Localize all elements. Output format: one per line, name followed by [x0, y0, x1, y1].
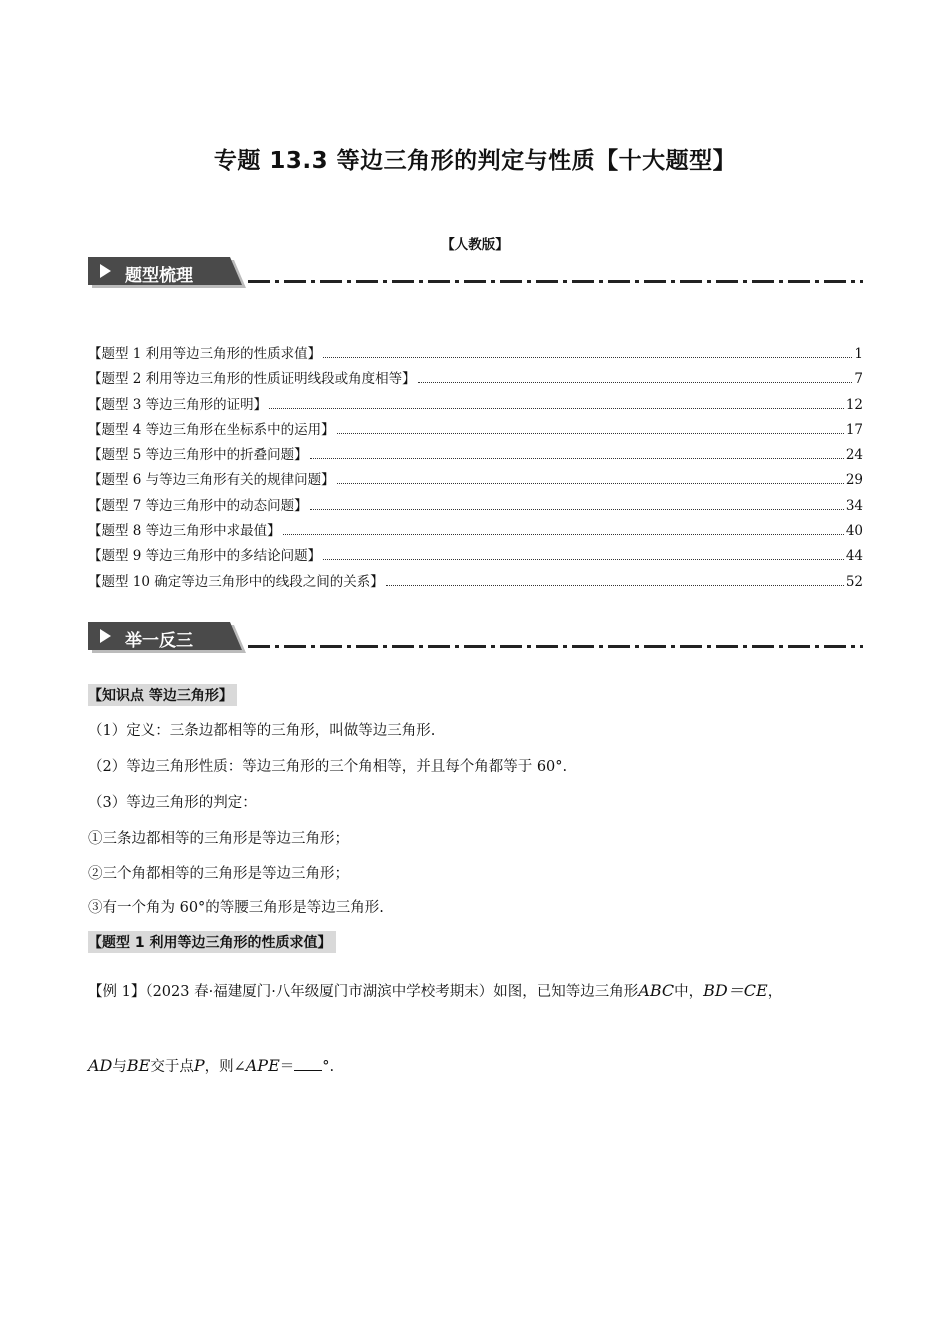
toc-entry[interactable]: [88, 342, 863, 367]
toc-entry-label: 【题型 7 等边三角形中的动态问题】: [88, 497, 308, 514]
toc-page-number: 34: [845, 497, 863, 514]
example-text: °.: [322, 1059, 335, 1075]
toc-leader-dots: [283, 534, 844, 535]
point-p: P: [193, 1056, 205, 1075]
toc-entry[interactable]: [88, 468, 863, 493]
knowledge-point-heading: 【知识点 等边三角形】: [88, 684, 237, 706]
toc-entry-label: 【题型 10 确定等边三角形中的线段之间的关系】: [88, 573, 384, 590]
toc-entry-label: 【题型 3 等边三角形的证明】: [88, 396, 268, 413]
document-title: 专题 13.3 等边三角形的判定与性质【十大题型】: [213, 148, 737, 174]
type1-heading: 【题型 1 利用等边三角形的性质求值】: [88, 931, 336, 953]
dash-divider: [248, 645, 863, 648]
toc-leader-dots: [310, 458, 844, 459]
edition-label: 【人教版】: [441, 237, 509, 253]
toc-page-number: 12: [845, 396, 863, 413]
toc-page-number: 24: [845, 447, 863, 464]
example-text: 中，: [674, 984, 704, 1000]
example-text: ，: [767, 984, 783, 1000]
toc-entry-label: 【题型 2 利用等边三角形的性质证明线段或角度相等】: [88, 371, 416, 388]
example-text: 交于点: [150, 1059, 194, 1075]
triangle-name: ABC: [638, 981, 675, 1000]
toc-page-number: 1: [854, 346, 863, 362]
example-text: ，则∠: [204, 1059, 246, 1075]
toc-leader-dots: [418, 382, 853, 383]
toc-entry-label: 【题型 5 等边三角形中的折叠问题】: [88, 447, 308, 464]
section-banner-types: [88, 257, 863, 293]
toc-page-number: 17: [845, 421, 863, 438]
segment-ad: AD: [88, 1056, 113, 1075]
section-banner-examples: [88, 622, 863, 658]
knowledge-line: ③有一个角为 60°的等腰三角形是等边三角形.: [88, 900, 384, 916]
toc-entry[interactable]: [88, 519, 863, 544]
example-text: 与: [112, 1059, 127, 1075]
toc-entry-label: 【题型 8 等边三角形中求最值】: [88, 523, 281, 540]
toc-leader-dots: [323, 357, 852, 358]
toc-leader-dots: [323, 559, 844, 560]
toc-entry-label: 【题型 4 等边三角形在坐标系中的运用】: [88, 421, 335, 438]
table-of-contents: [88, 342, 863, 595]
toc-page-number: 44: [845, 548, 863, 565]
knowledge-line: ①三条边都相等的三角形是等边三角形；: [88, 831, 349, 847]
example-1-question: [88, 1055, 334, 1076]
dash-divider: [248, 280, 863, 283]
angle-ape: APE: [245, 1056, 280, 1075]
toc-entry[interactable]: [88, 570, 863, 595]
toc-entry-label: 【题型 1 利用等边三角形的性质求值】: [88, 346, 322, 362]
toc-leader-dots: [337, 483, 844, 484]
example-1-text: [88, 978, 863, 1001]
example-prefix: 【例 1】（2023 春·福建厦门·八年级厦门市湖滨中学校考期末）如图，已知等边三角形: [88, 984, 639, 1000]
toc-page-number: 52: [845, 573, 863, 590]
toc-entry-label: 【题型 9 等边三角形中的多结论问题】: [88, 548, 322, 565]
knowledge-line: （2）等边三角形性质：等边三角形的三个角相等，并且每个角都等于 60°.: [88, 759, 568, 775]
toc-entry[interactable]: [88, 443, 863, 468]
toc-entry[interactable]: [88, 544, 863, 569]
knowledge-line: （1）定义：三条边都相等的三角形，叫做等边三角形.: [88, 723, 436, 739]
section-title: 举一反三: [125, 631, 193, 651]
knowledge-line: ②三个角都相等的三角形是等边三角形；: [88, 866, 349, 882]
toc-leader-dots: [269, 408, 844, 409]
toc-leader-dots: [337, 433, 844, 434]
toc-entry-label: 【题型 6 与等边三角形有关的规律问题】: [88, 472, 335, 489]
toc-page-number: 29: [845, 472, 863, 489]
condition-expression: BD＝CE: [703, 981, 768, 1000]
section-title: 题型梳理: [125, 266, 193, 286]
toc-entry[interactable]: [88, 367, 863, 392]
toc-leader-dots: [386, 585, 844, 586]
toc-page-number: 40: [845, 523, 863, 540]
segment-be: BE: [126, 1056, 151, 1075]
toc-entry[interactable]: [88, 393, 863, 418]
example-text: ＝: [279, 1059, 295, 1075]
toc-entry[interactable]: [88, 494, 863, 519]
toc-entry[interactable]: [88, 418, 863, 443]
knowledge-line: （3）等边三角形的判定：: [88, 795, 257, 811]
toc-page-number: 7: [854, 371, 863, 388]
answer-blank[interactable]: [294, 1056, 322, 1071]
toc-leader-dots: [310, 509, 844, 510]
